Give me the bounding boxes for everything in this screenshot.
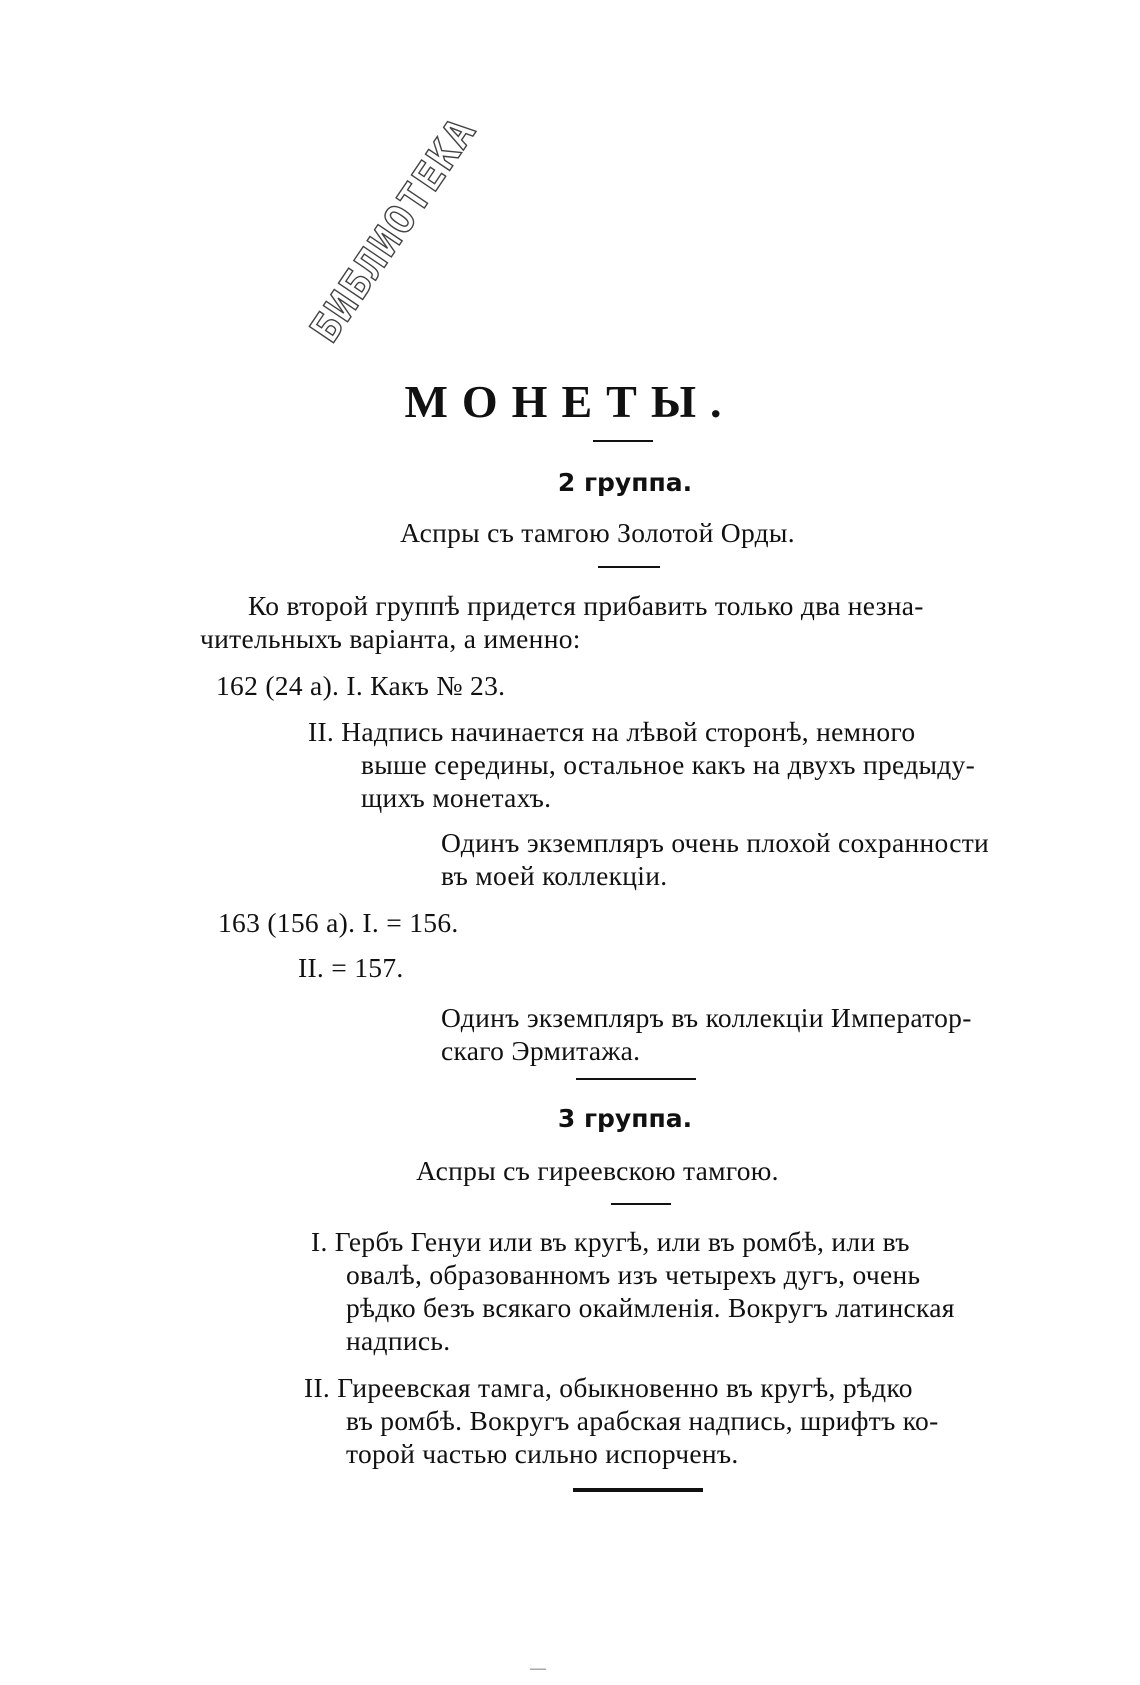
page-footer-mark: —	[530, 1660, 546, 1677]
divider-rule	[598, 566, 660, 568]
page-title: МОНЕТЫ.	[404, 376, 736, 427]
item-163-side2: II. = 157.	[298, 952, 404, 983]
item-162-note-line1: Одинъ экземпляръ очень плохой сохранности	[441, 827, 990, 858]
group3-side2-line2: въ ромбѣ. Вокругъ арабская надпись, шрифтъ ко-	[346, 1405, 939, 1436]
group3-side2-line1: II. Гиреевская тамга, обыкновенно въ кругѣ, рѣдко	[304, 1372, 913, 1403]
item-163-side1: 163 (156 a). I. = 156.	[218, 907, 459, 938]
divider-rule	[576, 1078, 696, 1080]
group3-side2-line3: торой частью сильно испорченъ.	[346, 1438, 739, 1469]
divider-rule	[611, 1203, 671, 1205]
group3-side1-line2: овалѣ, образованномъ изъ четырехъ дугъ, очень	[346, 1259, 921, 1290]
perforated-stamp-watermark: БИБЛИОТЕКА	[301, 109, 486, 352]
group3-side1-line1: I. Гербъ Генуи или въ кругѣ, или въ ромбѣ, или въ	[311, 1226, 910, 1257]
item-162-side2-line2: выше середины, остальное какъ на двухъ предыду-	[361, 749, 976, 780]
group3-side1-line3: рѣдко безъ всякаго окаймленія. Вокругъ латинская	[346, 1292, 955, 1323]
item-162-note-line2: въ моей коллекціи.	[441, 860, 668, 891]
intro-line-2: чительныхъ варіанта, а именно:	[200, 623, 581, 654]
group3-side1-line4: надпись.	[346, 1325, 451, 1356]
group2-subtitle: Аспры съ тамгою Золотой Орды.	[400, 517, 795, 548]
intro-line-1: Ко второй группѣ придется прибавить только два незна-	[248, 590, 924, 621]
group3-subtitle: Аспры съ гиреевскою тамгою.	[416, 1155, 779, 1186]
divider-rule	[593, 440, 653, 442]
item-163-note-line1: Одинъ экземпляръ въ коллекціи Император-	[441, 1002, 972, 1033]
item-162-side1: 162 (24 a). I. Какъ № 23.	[216, 670, 506, 701]
item-163-note-line2: скаго Эрмитажа.	[441, 1035, 641, 1066]
group3-heading: 3 группа.	[557, 1104, 693, 1133]
item-162-side2-line3: щихъ монетахъ.	[361, 782, 552, 813]
group2-heading: 2 группа.	[557, 468, 693, 497]
item-162-side2-line1: II. Надпись начинается на лѣвой сторонѣ, немного	[308, 716, 916, 747]
end-rule	[573, 1488, 703, 1492]
